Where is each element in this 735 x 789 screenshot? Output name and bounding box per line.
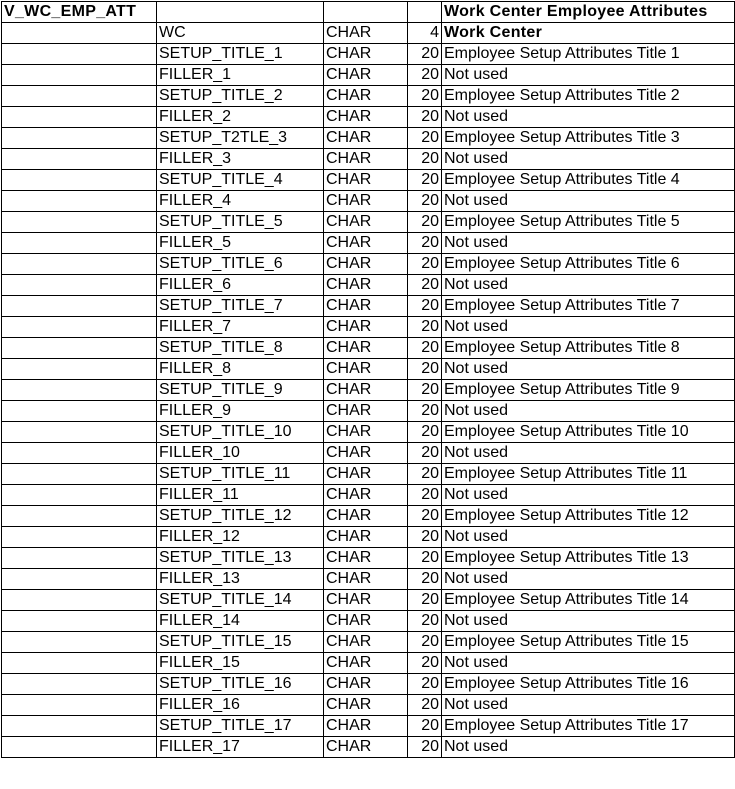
empty-cell <box>324 2 408 23</box>
table-row <box>2 65 735 86</box>
field-name-cell: SETUP_TITLE_17 <box>157 716 324 737</box>
field-description-cell: Not used <box>442 65 735 86</box>
field-description-cell: Not used <box>442 443 735 464</box>
field-length-cell: 20 <box>408 275 442 296</box>
field-length-cell: 20 <box>408 464 442 485</box>
data-type-cell: CHAR <box>324 737 408 758</box>
field-name-cell: FILLER_5 <box>157 233 324 254</box>
data-type-cell: CHAR <box>324 464 408 485</box>
table-row <box>2 695 735 716</box>
field-length-cell: 20 <box>408 527 442 548</box>
view-name-cell: V_WC_EMP_ATT <box>2 2 157 23</box>
field-length-cell: 20 <box>408 632 442 653</box>
data-type-cell: CHAR <box>324 443 408 464</box>
field-name-cell: FILLER_9 <box>157 401 324 422</box>
field-name-cell: SETUP_TITLE_1 <box>157 44 324 65</box>
data-type-cell: CHAR <box>324 107 408 128</box>
field-length-cell: 20 <box>408 443 442 464</box>
table-row <box>2 149 735 170</box>
table-row <box>2 338 735 359</box>
table-row <box>2 506 735 527</box>
empty-cell <box>2 506 157 527</box>
field-name-cell: FILLER_3 <box>157 149 324 170</box>
empty-cell <box>2 233 157 254</box>
data-type-cell: CHAR <box>324 149 408 170</box>
field-name-cell: SETUP_TITLE_14 <box>157 590 324 611</box>
field-name-cell: FILLER_14 <box>157 611 324 632</box>
empty-cell <box>2 695 157 716</box>
field-length-cell: 20 <box>408 296 442 317</box>
empty-cell <box>2 65 157 86</box>
field-name-cell: FILLER_7 <box>157 317 324 338</box>
field-length-cell: 4 <box>408 23 442 44</box>
empty-cell <box>2 653 157 674</box>
data-type-cell: CHAR <box>324 506 408 527</box>
empty-cell <box>2 191 157 212</box>
field-length-cell: 20 <box>408 212 442 233</box>
table-row <box>2 107 735 128</box>
field-length-cell: 20 <box>408 254 442 275</box>
field-name-cell: SETUP_TITLE_5 <box>157 212 324 233</box>
table-row <box>2 44 735 65</box>
empty-cell <box>2 569 157 590</box>
data-type-cell: CHAR <box>324 359 408 380</box>
field-description-cell: Employee Setup Attributes Title 15 <box>442 632 735 653</box>
field-name-cell: SETUP_TITLE_9 <box>157 380 324 401</box>
view-description-cell: Work Center Employee Attributes <box>442 2 735 23</box>
field-name-cell: FILLER_11 <box>157 485 324 506</box>
table-row <box>2 737 735 758</box>
data-type-cell: CHAR <box>324 422 408 443</box>
field-description-cell: Employee Setup Attributes Title 9 <box>442 380 735 401</box>
field-name-cell: SETUP_TITLE_11 <box>157 464 324 485</box>
data-type-cell: CHAR <box>324 380 408 401</box>
empty-cell <box>2 527 157 548</box>
field-length-cell: 20 <box>408 149 442 170</box>
table-row <box>2 212 735 233</box>
field-length-cell: 20 <box>408 380 442 401</box>
data-type-cell: CHAR <box>324 632 408 653</box>
data-type-cell: CHAR <box>324 317 408 338</box>
table-row <box>2 359 735 380</box>
field-length-cell: 20 <box>408 737 442 758</box>
field-length-cell: 20 <box>408 86 442 107</box>
empty-cell <box>2 611 157 632</box>
field-name-cell: SETUP_TITLE_4 <box>157 170 324 191</box>
field-description-cell: Not used <box>442 149 735 170</box>
table-row <box>2 254 735 275</box>
field-name-cell: SETUP_TITLE_7 <box>157 296 324 317</box>
field-name-cell: FILLER_12 <box>157 527 324 548</box>
field-description-cell: Not used <box>442 527 735 548</box>
data-type-cell: CHAR <box>324 716 408 737</box>
field-description-cell: Employee Setup Attributes Title 13 <box>442 548 735 569</box>
field-name-cell: SETUP_TITLE_2 <box>157 86 324 107</box>
empty-cell <box>2 443 157 464</box>
field-description-cell: Employee Setup Attributes Title 4 <box>442 170 735 191</box>
field-description-cell: Employee Setup Attributes Title 7 <box>442 296 735 317</box>
field-description-cell: Not used <box>442 107 735 128</box>
data-type-cell: CHAR <box>324 653 408 674</box>
table-row <box>2 464 735 485</box>
table-row <box>2 86 735 107</box>
field-name-cell: SETUP_TITLE_8 <box>157 338 324 359</box>
field-description-cell: Employee Setup Attributes Title 14 <box>442 590 735 611</box>
table-row <box>2 653 735 674</box>
field-length-cell: 20 <box>408 191 442 212</box>
empty-cell <box>2 44 157 65</box>
data-type-cell: CHAR <box>324 233 408 254</box>
field-length-cell: 20 <box>408 716 442 737</box>
field-description-cell: Not used <box>442 653 735 674</box>
field-description-cell: Employee Setup Attributes Title 8 <box>442 338 735 359</box>
field-name-cell: SETUP_TITLE_16 <box>157 674 324 695</box>
field-description-cell: Not used <box>442 275 735 296</box>
field-name-cell: WC <box>157 23 324 44</box>
table-row <box>2 296 735 317</box>
empty-cell <box>2 317 157 338</box>
field-length-cell: 20 <box>408 590 442 611</box>
table-row <box>2 569 735 590</box>
field-description-cell: Employee Setup Attributes Title 5 <box>442 212 735 233</box>
field-description-cell: Not used <box>442 569 735 590</box>
table-row <box>2 674 735 695</box>
field-description-cell: Employee Setup Attributes Title 6 <box>442 254 735 275</box>
field-length-cell: 20 <box>408 569 442 590</box>
empty-cell <box>2 716 157 737</box>
empty-cell <box>2 107 157 128</box>
field-description-cell: Not used <box>442 737 735 758</box>
field-length-cell: 20 <box>408 359 442 380</box>
empty-cell <box>2 275 157 296</box>
field-name-cell: SETUP_TITLE_6 <box>157 254 324 275</box>
field-description-cell: Not used <box>442 401 735 422</box>
field-name-cell: FILLER_6 <box>157 275 324 296</box>
empty-cell <box>2 380 157 401</box>
data-type-cell: CHAR <box>324 23 408 44</box>
table-body <box>2 2 735 758</box>
field-length-cell: 20 <box>408 653 442 674</box>
field-name-cell: FILLER_8 <box>157 359 324 380</box>
data-type-cell: CHAR <box>324 611 408 632</box>
data-type-cell: CHAR <box>324 548 408 569</box>
field-length-cell: 20 <box>408 65 442 86</box>
header-row <box>2 2 735 23</box>
table-row <box>2 170 735 191</box>
empty-cell <box>2 128 157 149</box>
empty-cell <box>2 149 157 170</box>
table-row <box>2 275 735 296</box>
field-length-cell: 20 <box>408 317 442 338</box>
data-type-cell: CHAR <box>324 44 408 65</box>
field-description-cell: Employee Setup Attributes Title 1 <box>442 44 735 65</box>
field-description-cell: Not used <box>442 359 735 380</box>
table-row <box>2 548 735 569</box>
table-row <box>2 23 735 44</box>
field-name-cell: FILLER_16 <box>157 695 324 716</box>
field-description-cell: Employee Setup Attributes Title 11 <box>442 464 735 485</box>
field-length-cell: 20 <box>408 44 442 65</box>
field-name-cell: SETUP_T2TLE_3 <box>157 128 324 149</box>
empty-cell <box>2 170 157 191</box>
data-type-cell: CHAR <box>324 338 408 359</box>
data-type-cell: CHAR <box>324 212 408 233</box>
data-type-cell: CHAR <box>324 590 408 611</box>
data-type-cell: CHAR <box>324 674 408 695</box>
table-row <box>2 128 735 149</box>
data-type-cell: CHAR <box>324 569 408 590</box>
data-type-cell: CHAR <box>324 401 408 422</box>
field-length-cell: 20 <box>408 674 442 695</box>
field-description-cell: Not used <box>442 191 735 212</box>
field-name-cell: SETUP_TITLE_15 <box>157 632 324 653</box>
field-description-cell: Employee Setup Attributes Title 12 <box>442 506 735 527</box>
field-description-cell: Employee Setup Attributes Title 2 <box>442 86 735 107</box>
table-row <box>2 443 735 464</box>
data-type-cell: CHAR <box>324 275 408 296</box>
empty-cell <box>2 296 157 317</box>
empty-cell <box>2 422 157 443</box>
field-name-cell: SETUP_TITLE_10 <box>157 422 324 443</box>
data-type-cell: CHAR <box>324 128 408 149</box>
field-length-cell: 20 <box>408 338 442 359</box>
table-row <box>2 233 735 254</box>
empty-cell <box>2 254 157 275</box>
data-type-cell: CHAR <box>324 296 408 317</box>
field-description-cell: Work Center <box>442 23 735 44</box>
field-description-cell: Employee Setup Attributes Title 3 <box>442 128 735 149</box>
data-type-cell: CHAR <box>324 191 408 212</box>
data-type-cell: CHAR <box>324 170 408 191</box>
table-row <box>2 716 735 737</box>
data-type-cell: CHAR <box>324 695 408 716</box>
empty-cell <box>2 590 157 611</box>
data-type-cell: CHAR <box>324 254 408 275</box>
empty-cell <box>2 737 157 758</box>
table-row <box>2 422 735 443</box>
table-row <box>2 401 735 422</box>
field-description-cell: Not used <box>442 695 735 716</box>
field-name-cell: FILLER_13 <box>157 569 324 590</box>
field-length-cell: 20 <box>408 233 442 254</box>
field-name-cell: FILLER_1 <box>157 65 324 86</box>
field-name-cell: SETUP_TITLE_13 <box>157 548 324 569</box>
field-definition-table <box>1 1 735 758</box>
empty-cell <box>2 674 157 695</box>
field-length-cell: 20 <box>408 611 442 632</box>
field-description-cell: Not used <box>442 317 735 338</box>
empty-cell <box>408 2 442 23</box>
empty-cell <box>157 2 324 23</box>
empty-cell <box>2 338 157 359</box>
table-row <box>2 485 735 506</box>
field-length-cell: 20 <box>408 128 442 149</box>
table-row <box>2 611 735 632</box>
field-description-cell: Not used <box>442 485 735 506</box>
field-length-cell: 20 <box>408 422 442 443</box>
table-row <box>2 380 735 401</box>
empty-cell <box>2 86 157 107</box>
field-length-cell: 20 <box>408 548 442 569</box>
table-row <box>2 632 735 653</box>
field-name-cell: SETUP_TITLE_12 <box>157 506 324 527</box>
data-type-cell: CHAR <box>324 485 408 506</box>
empty-cell <box>2 632 157 653</box>
field-name-cell: FILLER_10 <box>157 443 324 464</box>
field-length-cell: 20 <box>408 695 442 716</box>
field-description-cell: Not used <box>442 611 735 632</box>
data-type-cell: CHAR <box>324 527 408 548</box>
field-length-cell: 20 <box>408 170 442 191</box>
field-name-cell: FILLER_2 <box>157 107 324 128</box>
table-row <box>2 590 735 611</box>
field-length-cell: 20 <box>408 506 442 527</box>
table-row <box>2 527 735 548</box>
empty-cell <box>2 548 157 569</box>
field-length-cell: 20 <box>408 107 442 128</box>
empty-cell <box>2 23 157 44</box>
field-description-cell: Employee Setup Attributes Title 16 <box>442 674 735 695</box>
table-row <box>2 191 735 212</box>
field-description-cell: Not used <box>442 233 735 254</box>
empty-cell <box>2 464 157 485</box>
field-name-cell: FILLER_17 <box>157 737 324 758</box>
field-length-cell: 20 <box>408 401 442 422</box>
empty-cell <box>2 359 157 380</box>
field-length-cell: 20 <box>408 485 442 506</box>
field-description-cell: Employee Setup Attributes Title 10 <box>442 422 735 443</box>
data-type-cell: CHAR <box>324 65 408 86</box>
field-name-cell: FILLER_4 <box>157 191 324 212</box>
table-row <box>2 317 735 338</box>
empty-cell <box>2 485 157 506</box>
field-description-cell: Employee Setup Attributes Title 17 <box>442 716 735 737</box>
empty-cell <box>2 212 157 233</box>
data-type-cell: CHAR <box>324 86 408 107</box>
field-name-cell: FILLER_15 <box>157 653 324 674</box>
empty-cell <box>2 401 157 422</box>
